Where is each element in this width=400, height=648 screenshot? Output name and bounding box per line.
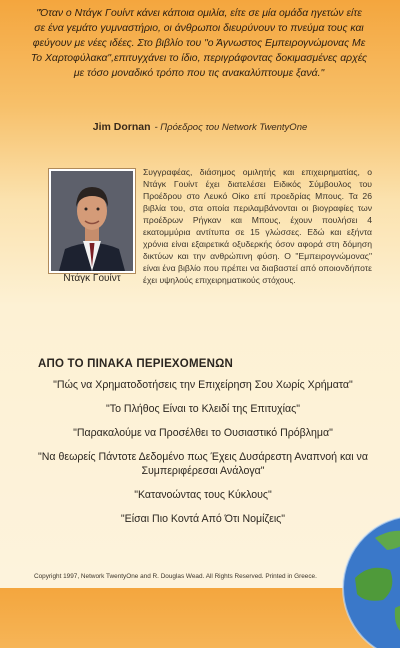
toc-list — [38, 378, 368, 536]
toc-item: "Να θεωρείς Πάντοτε Δεδομένο πως Έχεις Δυσάρεστη Αναπνοή και να Συμπεριφέρεσαι Ανάλογα" — [38, 451, 368, 477]
endorsement-quote: "Όταν ο Ντάγκ Γουίντ κάνει κάποια ομιλία, είτε σε μία ομάδα ηγετών είτε σε ένα γεμάτο γυμναστήριο, οι άνθρωποι διευρύνουν το πνεύμα τους και φεύγουν με νέες ιδέες. Στο βιβλίο του "ο Άγνωστος Εμπειρογνώμονας Με Το Χαρτοφύλακα",επιτυγχάνει το ίδιο, περιγράφοντας δοκιμασμένες αρχές με τόσο μοναδικό τρόπο που τις ανακαλύπτουμε ξανά." — [30, 8, 368, 79]
author-bio: Συγγραφέας, διάσημος ομιλητής και επιχειρηματίας, ο Ντάγκ Γουίντ έχει διατελέσει Ειδικός Σύμβουλος του Προέδρου στο Λευκό Οίκο επί προεδρίας Μπους. Τα 26 βιβλία του, στα οποία περιλαμβάνονται οι βιογραφίες των προέδρων Ρήγκαν και Μπους, έχουν πουλήσει 4 εκατομμύρια αντίτυπα σε 15 γλώσσες. Εδώ και εξήντα χρόνια είναι εξαιρετικά οξυδερκής όσον αφορά στη δόμηση δικτύων και την ανθρώπινη φύση. Ο "Εμπειρογνώμονας" είναι ένα βιβλίο που πρέπει να διαβαστεί από οποιονδήποτε έχει υψηλούς επιχειρηματικούς στόχους. — [143, 167, 372, 285]
quote-author: Jim Dornan — [92, 121, 151, 133]
author-photo — [49, 169, 135, 273]
quote-attribution — [0, 121, 400, 133]
toc-item: "Το Πλήθος Είναι το Κλειδί της Επιτυχίας" — [106, 403, 300, 415]
toc-item: "Πώς να Χρηματοδοτήσεις την Επιχείρηση Σου Χωρίς Χρήματα" — [53, 379, 353, 391]
toc-item: "Κατανοώντας τους Κύκλους" — [134, 489, 272, 501]
toc-item: "Είσαι Πιο Κοντά Από Ότι Νομίζεις" — [120, 513, 286, 525]
copyright-notice: Copyright 1997, Network TwentyOne and R. Douglas Wead. All Rights Reserved. Printed in Greece. — [34, 573, 317, 580]
toc-heading: ΑΠΟ ΤΟ ΠΙΝΑΚΑ ΠΕΡΙΕΧΟΜΕΝΩΝ — [38, 358, 234, 370]
toc-item: "Παρακαλούμε να Προσέλθει το Ουσιαστικό Πρόβλημα" — [73, 427, 333, 439]
quote-author-role: - Πρόεδρος του Network TwentyOne — [154, 122, 308, 133]
author-photo-caption: Ντάγκ Γουίντ — [63, 273, 121, 284]
